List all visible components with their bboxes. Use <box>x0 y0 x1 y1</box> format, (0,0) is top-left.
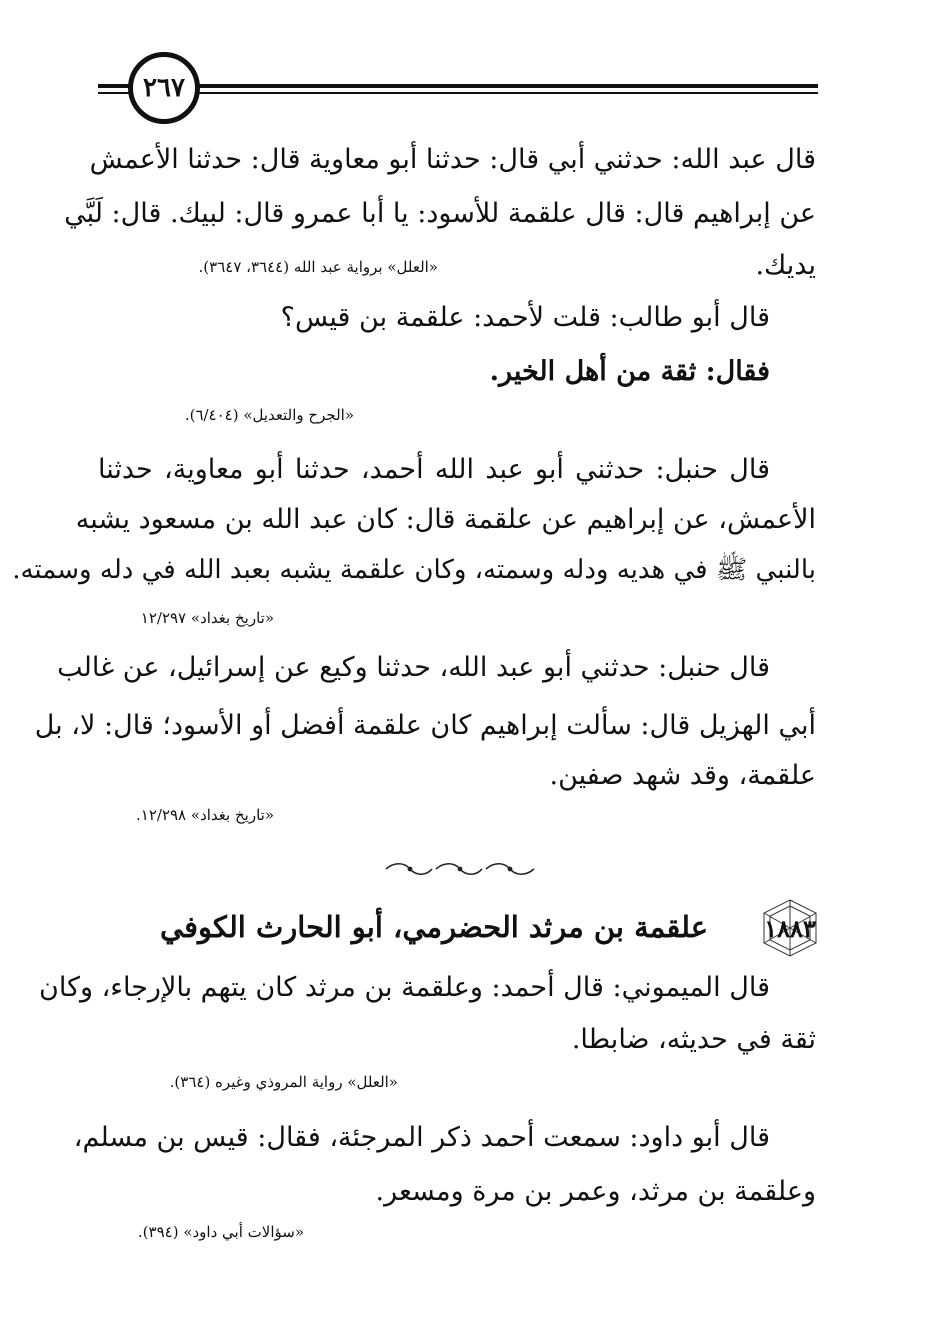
text-line: قال عبد الله: حدثني أبي قال: حدثنا أبو معاوية قال: حدثنا الأعمش <box>89 144 816 175</box>
text-line: الأعمش، عن إبراهيم عن علقمة قال: كان عبد الله بن مسعود يشبه <box>75 504 816 535</box>
text-line: أبي الهزيل قال: سألت إبراهيم كان علقمة أفضل أو الأسود؛ قال: لا، بل <box>34 710 816 741</box>
entry-title: علقمة بن مرثد الحضرمي، أبو الحارث الكوفي <box>159 910 708 944</box>
header-rule-top <box>98 84 818 88</box>
source-citation: «تاريخ بغداد» ١٢/٢٩٧ <box>140 609 274 627</box>
source-citation: «الجرح والتعديل» (٦/٤٠٤). <box>184 406 354 424</box>
text-line-content: فقال: ثقة من أهل الخير. <box>489 356 770 387</box>
text-line <box>98 352 770 392</box>
source-citation: «تاريخ بغداد» ١٢/٢٩٨. <box>136 806 274 824</box>
text-line: علقمة، وقد شهد صفين. <box>549 760 816 791</box>
ornament-divider <box>380 860 540 878</box>
text-line-content: قال أبو طالب: قلت لأحمد: علقمة بن قيس؟ <box>280 302 770 333</box>
text-line: وعلقمة بن مرثد، وعمر بن مرة ومسعر. <box>375 1176 816 1207</box>
source-citation: «سؤالات أبي داود» (٣٩٤). <box>137 1223 304 1241</box>
header-rule-bottom <box>98 92 818 94</box>
text-line <box>98 450 770 490</box>
page-number: ٢٦٧ <box>128 52 200 124</box>
text-line: قال الميموني: قال أحمد: وعلقمة بن مرثد كان يتهم بالإرجاء، وكان <box>39 972 770 1003</box>
text-line: يديك. <box>755 250 816 281</box>
source-citation: «العلل» رواية المروذي وغيره (٣٦٤). <box>169 1073 398 1091</box>
text-line: قال حنبل: حدثني أبو عبد الله، حدثنا وكيع عن إسرائيل، عن غالب <box>57 652 770 683</box>
text-line: بالنبي ﷺ في هديه ودله وسمته، وكان علقمة يشبه بعبد الله في دله وسمته. <box>12 555 816 585</box>
text-line-content: قال حنبل: حدثني أبو عبد الله أحمد، حدثنا أبو معاوية، حدثنا <box>98 454 770 485</box>
text-line <box>98 298 770 338</box>
text-line: قال أبو داود: سمعت أحمد ذكر المرجئة، فقال: قيس بن مسلم، <box>73 1122 770 1153</box>
text-line: ثقة في حديثه، ضابطا. <box>571 1024 816 1055</box>
entry-number: ١٨٨٣ <box>764 913 816 943</box>
source-citation: «العلل» برواية عبد الله (٣٦٤٤، ٣٦٤٧). <box>198 258 438 276</box>
text-line: عن إبراهيم قال: قال علقمة للأسود: يا أبا عمرو قال: لبيك. قال: لَبَّي <box>64 198 816 229</box>
